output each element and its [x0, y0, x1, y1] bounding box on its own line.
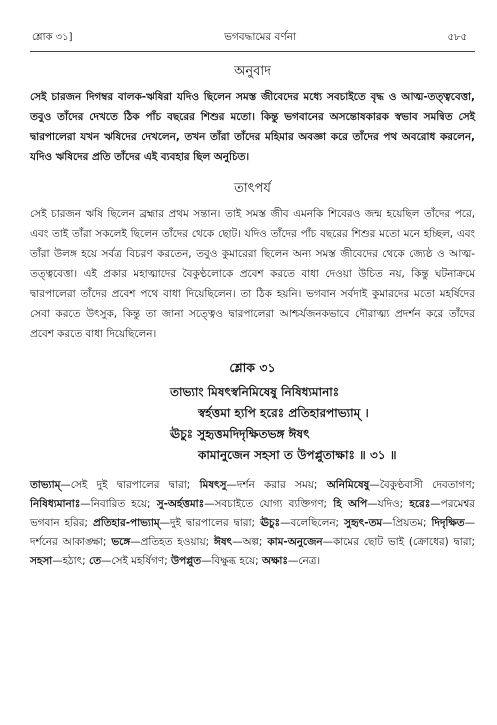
synonym-meaning: —বিক্ষুব্ধ হয়ে;: [201, 555, 262, 567]
synonym-meaning: —বৈকুণ্ঠবাসী দেবতাগণ;: [369, 479, 475, 491]
page-header: [30, 30, 475, 47]
synonym-term: ঈষৎ: [214, 536, 233, 548]
synonym-meaning: —পরমেশ্বর ভগবান হরির;: [30, 498, 476, 529]
synonym-meaning: —যদিও;: [367, 498, 410, 510]
verse-line-4: কামানুজেন সহসা ত উপপ্লুতাক্ষাঃ ॥ ৩১ ॥: [198, 448, 397, 462]
running-title: ভগবদ্ধামের বর্ণনা: [224, 31, 297, 43]
synonym-term: উপপ্লুত: [171, 555, 202, 567]
verse-line-2: স্বর্হত্তমা হ্যপি হরেঃ প্রতিহারপাভ্যাম্ ।: [198, 406, 369, 420]
synonym-meaning: —সবচাইতে যোগ্য ব্যক্তিগণ;: [204, 498, 334, 510]
translation-heading: অনুবাদ: [234, 64, 271, 79]
synonym-meaning: —প্রতিহত হওয়ায়;: [130, 536, 215, 548]
page-number: ৫৮৫: [447, 32, 467, 43]
synonym-term: হরেঃ: [409, 498, 431, 510]
verse-title: শ্লোক ৩১: [229, 360, 276, 375]
synonym-term: প্রতিহার-পাভ্যাম্: [93, 517, 160, 529]
verse-line-1: তাভ্যাং মিষৎস্বনিমিষেষু নিষিধ্যমানাঃ: [170, 385, 340, 399]
synonym-meaning: —অল্প;: [232, 536, 268, 548]
synonym-term: সু-অর্হত্তমাঃ: [156, 498, 205, 510]
synonym-term: কাম-অনুজেন: [267, 536, 323, 548]
synonym-term: সহসা: [30, 555, 53, 567]
synonym-term: ভঙ্গে: [111, 536, 131, 548]
sanskrit-verse: [30, 382, 475, 466]
synonym-meaning: —বলেছিলেন;: [280, 517, 345, 529]
synonym-term: নিষিধ্যমানাঃ: [30, 498, 81, 510]
chapter-verse-ref: শ্লোক ৩১]: [32, 32, 73, 43]
purport-text: সেই চারজন ঋষি ছিলেন ব্রহ্মার প্রথম সন্তান। তাই সমস্ত জীব এমনকি শিবেরও জন্ম হয়েছিল তাঁদের পরে, এবং তাই তাঁরা সকলেই ছিলেন তাঁদের থেকে ছোট। যদিও তাঁদের পাঁচ বছরের শিশুর মতো মনে হচ্ছিল, এবং তাঁরা উলঙ্গ হয়ে সর্বত্র বিচরণ করতেন, তবুও কুমারেরা ছিলেন অন্য সমস্ত জীবেদের থেকে জ্যেষ্ঠ ও আত্ম-তত্ত্ববেত্তা। এই প্রকার মহাত্মাদের বৈকুণ্ঠলোকে প্রবেশ করতে বাধা দেওয়া উচিত নয়, কিন্তু ঘটনাক্রমে দ্বারপালেরা তাঁদের প্রবেশ পথে বাধা দিয়েছিলেন। তা ঠিক হয়নি। ভগবান সর্বদাই কুমারদের মতো মহর্ষিদের সেবা করতে উৎসুক, কিন্তু তা জানা সত্ত্বেও দ্বারপালেরা আশ্চর্যজনকভাবে দৌরাত্ম্য প্রদর্শন করে তাঁদের প্রবেশ করতে বাধা দিয়েছিলেন।: [30, 208, 475, 340]
header-rule: [30, 51, 475, 52]
synonym-term: ঊচুঃ: [260, 517, 281, 529]
synonym-meaning: —হঠাৎ;: [52, 555, 89, 567]
synonym-term: তাভ্যাম্: [30, 479, 61, 491]
synonym-meaning: —সেই দুই দ্বারপালের দ্বারা;: [60, 479, 200, 491]
synonym-meaning: —সেই মহর্ষিগণ;: [101, 555, 172, 567]
synonym-meaning: —নেত্র।: [287, 555, 321, 567]
synonym-term: অনিমিষেষু: [326, 479, 370, 491]
synonym-term: দিদৃক্ষিত: [431, 517, 465, 529]
synonym-meaning: —কামের ছোট ভাই (ক্রোধের) দ্বারা;: [322, 536, 475, 548]
synonym-term: তে: [88, 555, 101, 567]
synonym-meaning: —দুই দ্বারপালের দ্বারা;: [159, 517, 261, 529]
synonym-term: হি অপি: [333, 498, 368, 510]
word-for-word-synonyms: [30, 476, 475, 571]
verse-line-3: ঊচুঃ সুহৃত্তমদিদৃক্ষিতভঙ্গ ঈষৎ: [170, 427, 310, 441]
synonym-meaning: —প্রিয়তম;: [382, 517, 432, 529]
synonym-term: সুহৃৎ-তম: [344, 517, 383, 529]
synonym-meaning: —দর্শন করার সময়;: [226, 479, 327, 491]
synonym-meaning: —নিবারিত হয়ে;: [80, 498, 157, 510]
translation-text: সেই চারজন দিগম্বর বালক-ঋষিরা যদিও ছিলেন সমস্ত জীবেদের মধ্যে সবচাইতে বৃদ্ধ ও আত্ম-তত্ত্ববেত্তা, তবুও তাঁদের দেখতে ঠিক পাঁচ বছরের শিশুর মতো। কিন্তু ভগবানের অসন্তোষকারক স্বভাব সমন্বিত সেই দ্বারপালেরা যখন ঋষিদের দেখলেন, তখন তাঁরা তাঁদের মহিমার অবজ্ঞা করে তাঁদের পথ অবরোধ করলেন, যদিও ঋষিদের প্রতি তাঁদের এই ব্যবহার ছিল অনুচিত।: [30, 91, 475, 163]
synonym-term: মিষৎসু: [199, 479, 227, 491]
synonym-meaning: —দর্শনের আকাঙ্ক্ষা;: [30, 517, 475, 548]
purport-heading: তাৎপর্য: [234, 181, 271, 196]
synonym-term: অক্ষাঃ: [261, 555, 288, 567]
